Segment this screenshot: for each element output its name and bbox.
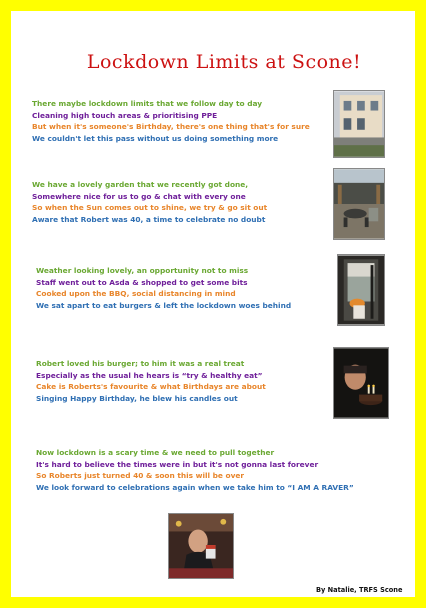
stanza-4 — [36, 358, 266, 404]
stanza-line: Somewhere nice for us to go & chat with every one — [32, 191, 246, 201]
stanza-line: Staff went out to Asda & shopped to get some bits — [36, 277, 248, 287]
stanza-line: Aware that Robert was 40, a time to celebrate no doubt — [32, 214, 266, 224]
stanza-line: Especially as the usual he hears is “try & healthy eat” — [36, 370, 263, 380]
stanza-line: Robert loved his burger; to him it was a real treat — [36, 359, 245, 368]
stanza-line: So Roberts just turned 40 & soon this will be over — [36, 471, 245, 481]
garden-seating-image — [334, 169, 384, 239]
author-credit: By Natalie, TRFS Scone — [316, 586, 403, 594]
stanza-5 — [36, 447, 354, 493]
stanza-line: We sat apart to eat burgers & left the lockdown woes behind — [36, 300, 292, 310]
stanza-line: Weather looking lovely, an opportunity not to miss — [36, 266, 249, 275]
bbq-window-photo — [337, 254, 385, 326]
stanza-1 — [32, 98, 310, 144]
building-exterior-photo — [333, 90, 385, 158]
birthday-cake-photo — [333, 347, 389, 419]
page-title: Lockdown Limits at Scone! — [86, 51, 362, 73]
celebration-portrait-image — [169, 514, 233, 578]
stanza-line: Now lockdown is a scary time & we need to pull together — [36, 448, 275, 457]
stanza-line: So when the Sun comes out to shine, we try & go sit out — [32, 203, 268, 213]
bbq-window-image — [338, 255, 384, 325]
stanza-line: It's hard to believe the times were in but it's not gonna last forever — [36, 459, 319, 469]
stanza-2 — [32, 179, 267, 225]
stanza-line: There maybe lockdown limits that we follow day to day — [32, 99, 263, 108]
stanza-line: Cooked upon the BBQ, social distancing in mind — [36, 289, 236, 299]
celebration-portrait-photo — [168, 513, 234, 579]
stanza-line: We look forward to celebrations again when we take him to “I AM A RAVER” — [36, 482, 354, 492]
stanza-line: Cake is Roberts's favourite & what Birthdays are about — [36, 382, 266, 392]
stanza-line: Cleaning high touch areas & prioritising PPE — [32, 110, 218, 120]
stanza-line: We have a lovely garden that we recently got done, — [32, 180, 249, 189]
stanza-line: We couldn't let this pass without us doing something more — [32, 133, 279, 143]
stanza-3 — [36, 265, 291, 311]
stanza-line: Singing Happy Birthday, he blew his candles out — [36, 393, 238, 403]
birthday-cake-image — [334, 348, 388, 418]
stanza-line: But when it's someone's Birthday, there's one thing that's for sure — [32, 122, 310, 132]
building-exterior-image — [334, 91, 384, 157]
garden-seating-photo — [333, 168, 385, 240]
